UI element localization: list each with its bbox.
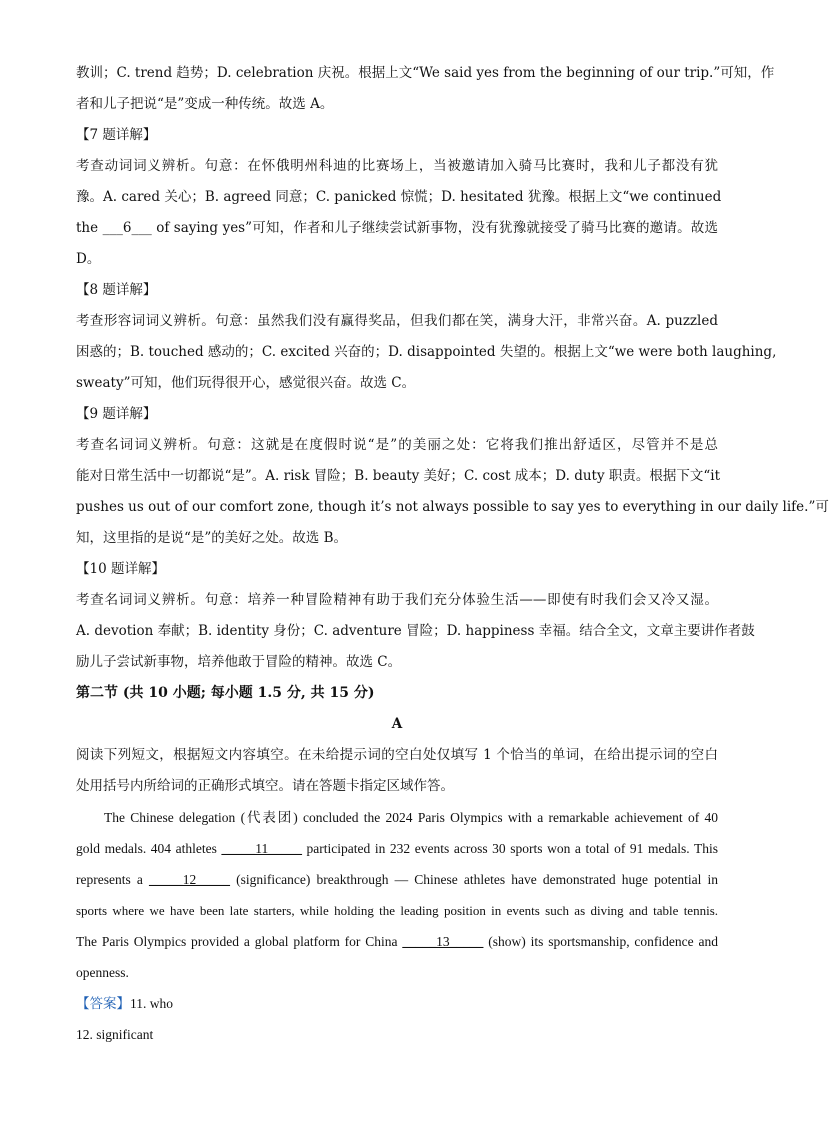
passage-label: A bbox=[391, 716, 403, 732]
q7-line-4: D。 bbox=[76, 251, 101, 267]
passage-line-6: openness. bbox=[76, 965, 129, 980]
q9-heading: 【9 题详解】 bbox=[76, 406, 157, 422]
blank-11: _____11_____ bbox=[221, 841, 302, 856]
passage-text: (show) its sportsmanship, confidence and bbox=[483, 934, 718, 949]
q7-line-2: 豫。A. cared 关心；B. agreed 同意；C. panicked 惊慌；D. hesitated 犹豫。根据上文“we continued bbox=[76, 189, 722, 205]
q8-line-2: 困惑的；B. touched 感动的；C. excited 兴奋的；D. disappointed 失望的。根据上文“we were both laughing, bbox=[76, 344, 777, 360]
passage-line-4: sports where we have been late starters, while holding the leading position in events such as diving and table tennis. bbox=[76, 903, 718, 918]
q7-line-1: 考查动词词义辨析。句意：在怀俄明州科迪的比赛场上，当被邀请加入骑马比赛时，我和儿子都没有犹 bbox=[76, 158, 718, 174]
passage-text: represents a bbox=[76, 872, 149, 887]
answer-line-11 bbox=[76, 988, 718, 1019]
instruction-line-2: 处用括号内所给词的正确形式填空。请在答题卡指定区域作答。 bbox=[76, 778, 454, 794]
passage-text: The Paris Olympics provided a global platform for China bbox=[76, 934, 403, 949]
passage-text: gold medals. 404 athletes bbox=[76, 841, 222, 856]
q7-heading: 【7 题详解】 bbox=[76, 127, 157, 143]
passage-text: participated in 232 events across 30 sports won a total of 91 medals. This bbox=[301, 841, 718, 856]
q9-line-3: pushes us out of our comfort zone, though it’s not always possible to say yes to everything in our daily life.”可 bbox=[76, 499, 829, 515]
answer-11: 11. who bbox=[130, 996, 173, 1011]
q9-line-4: 知，这里指的是说“是”的美好之处。故选 B。 bbox=[76, 530, 348, 546]
q8-line-1: 考查形容词词义辨析。句意：虽然我们没有赢得奖品，但我们都在笑，满身大汗，非常兴奋。A. puzzled bbox=[76, 313, 718, 329]
passage-text: (significance) breakthrough — Chinese athletes have demonstrated huge potential in bbox=[230, 872, 718, 887]
blank-12: _____12_____ bbox=[149, 872, 230, 887]
q10-line-3: 励儿子尝试新事物，培养他敢于冒险的精神。故选 C。 bbox=[76, 654, 402, 670]
q9-line-1: 考查名词词义辨析。句意：这就是在度假时说“是”的美丽之处：它将我们推出舒适区，尽管并不是总 bbox=[76, 437, 718, 453]
q8-line-3: sweaty”可知，他们玩得很开心，感觉很兴奋。故选 C。 bbox=[76, 375, 416, 391]
passage-line-5 bbox=[76, 926, 718, 957]
document-page bbox=[76, 58, 829, 1050]
q9-line-2: 能对日常生活中一切都说“是”。A. risk 冒险；B. beauty 美好；C. cost 成本；D. duty 职责。根据下文“it bbox=[76, 468, 721, 484]
blank-13: _____13_____ bbox=[402, 934, 484, 949]
q10-line-2: A. devotion 奉献；B. identity 身份；C. adventure 冒险；D. happiness 幸福。结合全文，文章主要讲作者鼓 bbox=[76, 623, 755, 639]
q10-heading: 【10 题详解】 bbox=[76, 561, 165, 577]
passage-line-1: The Chinese delegation (代表团) concluded the 2024 Paris Olympics with a remarkable achievement of 40 bbox=[104, 810, 718, 825]
passage-line-3 bbox=[76, 864, 718, 895]
answer-12: 12. significant bbox=[76, 1027, 154, 1042]
q6-explanation-line-2: 者和儿子把说“是”变成一种传统。故选 A。 bbox=[76, 96, 334, 112]
instruction-line-1: 阅读下列短文，根据短文内容填空。在未给提示词的空白处仅填写 1 个恰当的单词，在给出提示词的空白 bbox=[76, 747, 718, 763]
q10-line-1: 考查名词词义辨析。句意：培养一种冒险精神有助于我们充分体验生活——即使有时我们会又冷又湿。 bbox=[76, 592, 718, 608]
section-title: 第二节 (共 10 小题; 每小题 1.5 分, 共 15 分) bbox=[76, 685, 375, 701]
q8-heading: 【8 题详解】 bbox=[76, 282, 157, 298]
answer-tag: 【答案】 bbox=[76, 996, 130, 1011]
q6-explanation-line-1: 教训；C. trend 趋势；D. celebration 庆祝。根据上文“We said yes from the beginning of our trip.”可知，作 bbox=[76, 65, 775, 81]
q7-line-3: the ___6___ of saying yes”可知，作者和儿子继续尝试新事物，没有犹豫就接受了骑马比赛的邀请。故选 bbox=[76, 220, 718, 236]
passage-line-2 bbox=[76, 833, 718, 864]
